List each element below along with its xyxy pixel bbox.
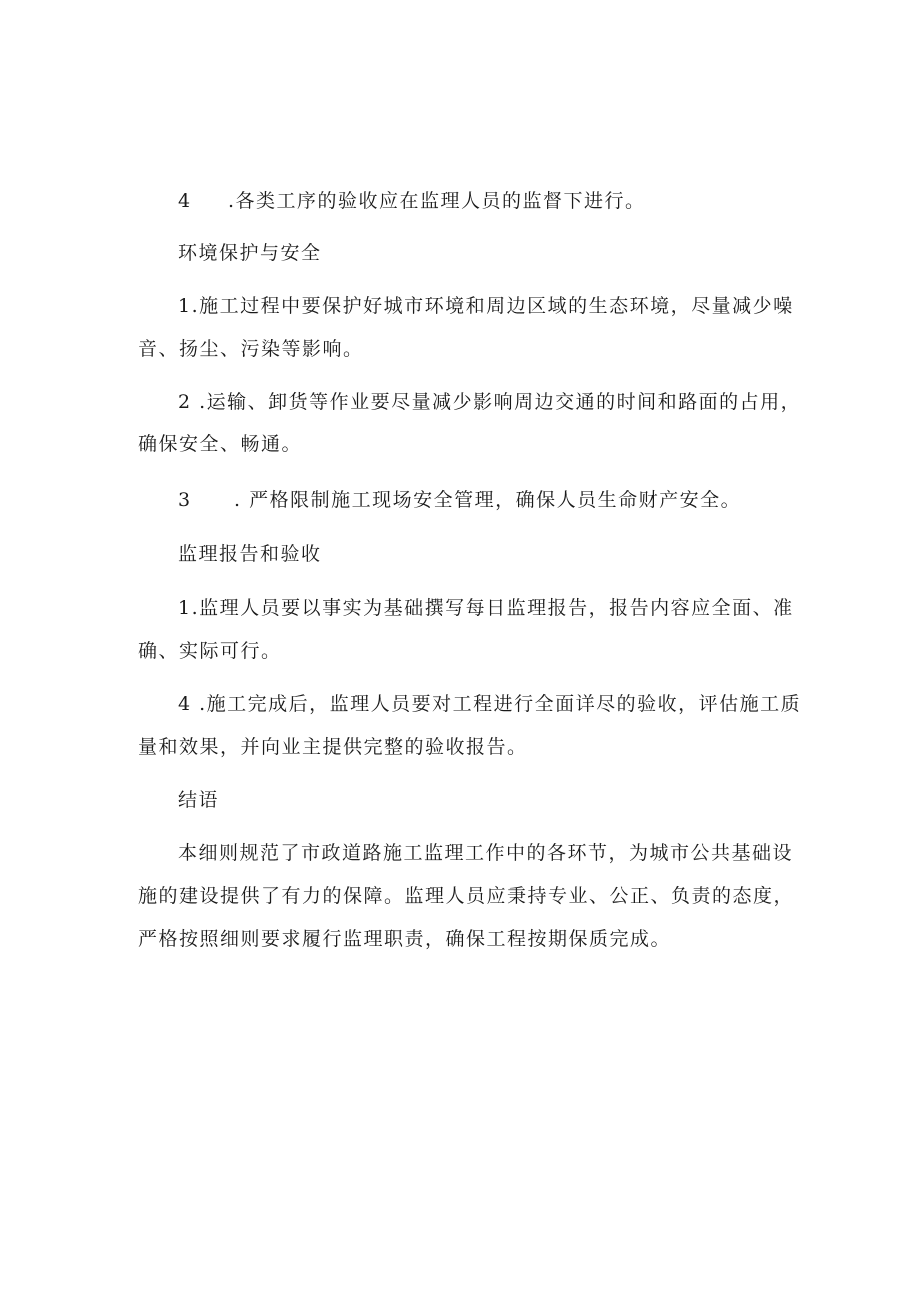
heading-report-acceptance: 监理报告和验收	[178, 543, 322, 565]
paragraph-transport-line1: 2 .运输、卸货等作业要尽量减少影响周边交通的时间和路面的占用，	[178, 391, 802, 413]
heading-conclusion: 结语	[178, 789, 220, 811]
paragraph-text: .各类工序的验收应在监理人员的监督下进行。	[228, 190, 646, 212]
paragraph-final-acceptance-line1: 4 .施工完成后，监理人员要对工程进行全面详尽的验收，评估施工质	[178, 693, 802, 715]
paragraph-safety-management	[178, 481, 838, 519]
item-number: 3	[178, 489, 192, 511]
paragraph-transport-line2: 确保安全、畅通。	[138, 433, 303, 455]
paragraph-conclusion-line3: 严格按照细则要求履行监理职责，确保工程按期保质完成。	[138, 928, 672, 950]
paragraph-conclusion-line2: 施的建设提供了有力的保障。监理人员应秉持专业、公正、负责的态度，	[138, 885, 795, 907]
paragraph-environment-line2: 音、扬尘、污染等影响。	[138, 338, 364, 360]
paragraph-final-acceptance-line2: 量和效果，并向业主提供完整的验收报告。	[138, 736, 528, 758]
paragraph-text: . 严格限制施工现场安全管理，确保人员生命财产安全。	[234, 489, 742, 511]
paragraph-conclusion-line1: 本细则规范了市政道路施工监理工作中的各环节，为城市公共基础设	[178, 842, 794, 864]
paragraph-environment-line1: 1.施工过程中要保护好城市环境和周边区域的生态环境，尽量减少噪	[178, 295, 794, 317]
heading-environment-safety: 环境保护与安全	[178, 242, 322, 264]
item-number: 4	[178, 190, 192, 212]
paragraph-daily-report-line2: 确、实际可行。	[138, 640, 282, 662]
paragraph-daily-report-line1: 1.监理人员要以事实为基础撰写每日监理报告，报告内容应全面、准	[178, 597, 794, 619]
paragraph-inspection	[178, 182, 838, 220]
